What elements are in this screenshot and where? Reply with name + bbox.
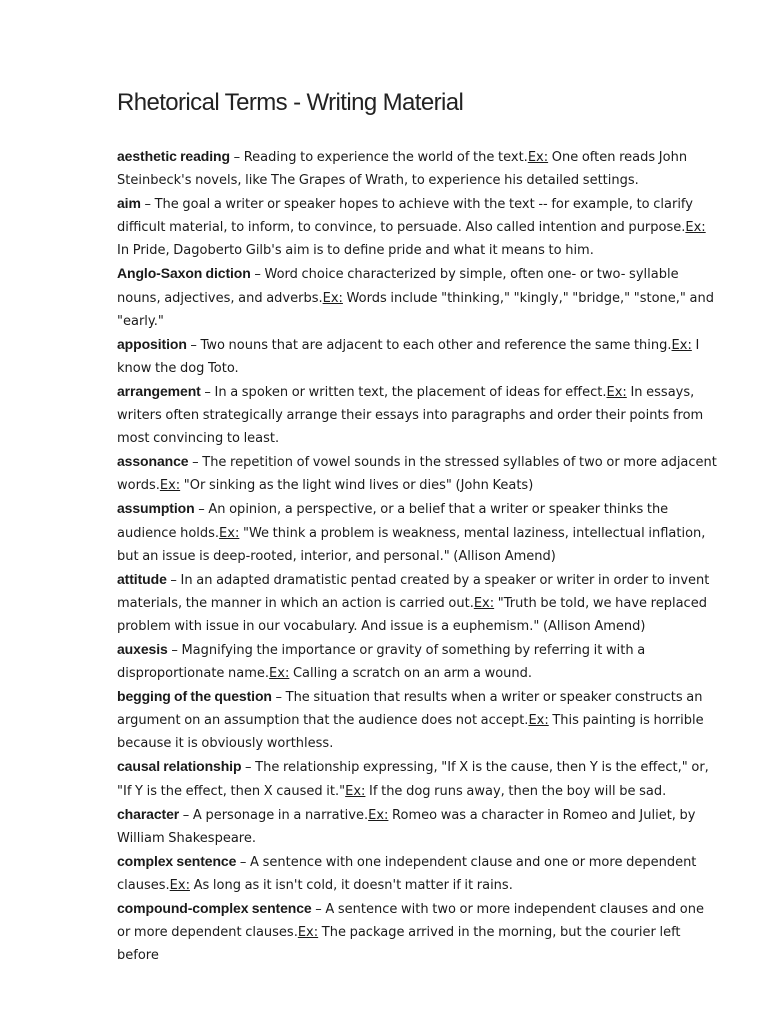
glossary-definition: – The goal a writer or speaker hopes to achieve with the text -- for example, to clarify difficult material, to inform, to convince, to persuade. Also called intention and purpose. <box>117 197 693 236</box>
glossary-term: compound-complex sentence <box>117 900 312 916</box>
glossary-entry-begging-of-the-question <box>117 685 717 755</box>
example-label: Ex: <box>473 595 495 611</box>
example-label: Ex: <box>219 525 240 541</box>
page-title: Rhetorical Terms - Writing Material <box>117 89 464 116</box>
glossary-entry-compound-complex-sentence <box>117 897 717 967</box>
glossary-example: "Or sinking as the light wind lives or dies" (John Keats) <box>180 478 534 494</box>
document-page <box>117 86 717 967</box>
example-label: Ex: <box>528 713 549 729</box>
glossary-entry-assumption <box>117 497 717 567</box>
glossary-definition: – The relationship expressing, "If X is the cause, then Y is the effect," or, "If Y is the effect, then X caused it." <box>117 760 709 799</box>
glossary-term: begging of the question <box>117 688 272 705</box>
example-label: Ex: <box>159 478 181 494</box>
example-label: Ex: <box>368 807 389 823</box>
glossary-example: In essays, writers often strategically arrange their essays into paragraphs and order their points from most convincing to least. <box>117 384 704 447</box>
glossary-entry-assonance <box>117 450 717 497</box>
glossary-definition: – In an adapted dramatistic pentad created by a speaker or writer in order to invent materials, the manner in which an action is carried out. <box>117 572 710 611</box>
example-label: Ex: <box>685 220 706 236</box>
glossary-example: If the dog runs away, then the boy will be sad. <box>365 783 667 799</box>
glossary-definition: – Reading to experience the world of the text. <box>229 150 528 165</box>
example-label: Ex: <box>345 783 366 799</box>
glossary-definition: – A sentence with one independent clause and one or more dependent clauses. <box>117 854 697 893</box>
glossary-term: arrangement <box>117 382 201 399</box>
example-label: Ex: <box>269 666 290 682</box>
glossary-entry-apposition <box>117 333 717 380</box>
glossary-example: I know the dog Toto. <box>117 337 700 376</box>
glossary-entry-aim <box>117 192 717 262</box>
glossary-term: Anglo-Saxon diction <box>117 265 251 282</box>
glossary-definition: – Magnifying the importance or gravity of something by referring it with a disproportionate name. <box>117 642 646 682</box>
glossary-example: Words include "thinking," "kingly," "bridge," "stone," and "early." <box>117 290 714 329</box>
glossary-entry-arrangement <box>117 380 717 450</box>
glossary-definition: – A personage in a narrative. <box>179 807 369 823</box>
glossary-term: causal relationship <box>117 758 242 775</box>
glossary-definition: – In a spoken or written text, the placement of ideas for effect. <box>200 384 607 400</box>
glossary-entry-causal-relationship <box>117 755 717 802</box>
glossary-example: As long as it isn't cold, it doesn't matter if it rains. <box>189 877 513 893</box>
glossary-entry-attitude <box>117 568 717 638</box>
glossary-example: "Truth be told, we have replaced problem with issue in our vocabulary. And issue is a euphemism." (Allison Amend) <box>117 595 707 634</box>
glossary-term: auxesis <box>117 640 168 657</box>
example-label: Ex: <box>527 150 549 165</box>
glossary-entry-anglo-saxon-diction <box>117 262 717 332</box>
example-label: Ex: <box>297 925 319 941</box>
glossary-term: aesthetic reading <box>117 148 230 164</box>
example-label: Ex: <box>606 384 627 400</box>
glossary-entry-complex-sentence <box>117 850 717 897</box>
glossary-definition: – Word choice characterized by simple, often one- or two- syllable nouns, adjectives, and adverbs. <box>117 267 679 306</box>
example-label: Ex: <box>169 877 190 893</box>
example-label: Ex: <box>671 337 692 353</box>
glossary-example: Romeo was a character in Romeo and Juliet, by William Shakespeare. <box>117 807 696 846</box>
glossary-term: attitude <box>117 570 167 587</box>
glossary-example: One often reads John Steinbeck's novels, like The Grapes of Wrath, to experience his detailed settings. <box>117 150 688 189</box>
glossary-definition: – The repetition of vowel sounds in the stressed syllables of two or more adjacent words. <box>117 455 717 494</box>
glossary-definition: – Two nouns that are adjacent to each other and reference the same thing. <box>186 337 672 353</box>
glossary-entry-aesthetic-reading <box>117 145 717 192</box>
glossary-entry-character <box>117 803 717 850</box>
glossary-term: assonance <box>117 453 189 470</box>
glossary-definition: – A sentence with two or more independent clauses and one or more dependent clauses. <box>117 902 705 941</box>
glossary-term: apposition <box>117 335 187 352</box>
glossary-term: character <box>117 805 180 822</box>
glossary-example: This painting is horrible because it is obviously worthless. <box>117 713 704 752</box>
glossary-example: Calling a scratch on an arm a wound. <box>289 666 533 682</box>
glossary-entry-auxesis <box>117 638 717 685</box>
glossary-list <box>117 145 717 967</box>
glossary-term: complex sentence <box>117 852 237 869</box>
glossary-example: The package arrived in the morning, but the courier left before <box>117 925 681 964</box>
glossary-definition: – An opinion, a perspective, or a belief that a writer or speaker thinks the audience holds. <box>117 502 669 541</box>
glossary-example: In Pride, Dagoberto Gilb's aim is to define pride and what it means to him. <box>117 243 594 259</box>
glossary-definition: – The situation that results when a writer or speaker constructs an argument on an assumption that the audience does not accept. <box>117 690 703 729</box>
glossary-example: "We think a problem is weakness, mental laziness, intellectual inflation, but an issue is deep-rooted, interior, and personal." (Allison Amend) <box>117 525 706 564</box>
glossary-term: assumption <box>117 500 195 517</box>
glossary-term: aim <box>117 195 141 212</box>
example-label: Ex: <box>322 290 343 306</box>
